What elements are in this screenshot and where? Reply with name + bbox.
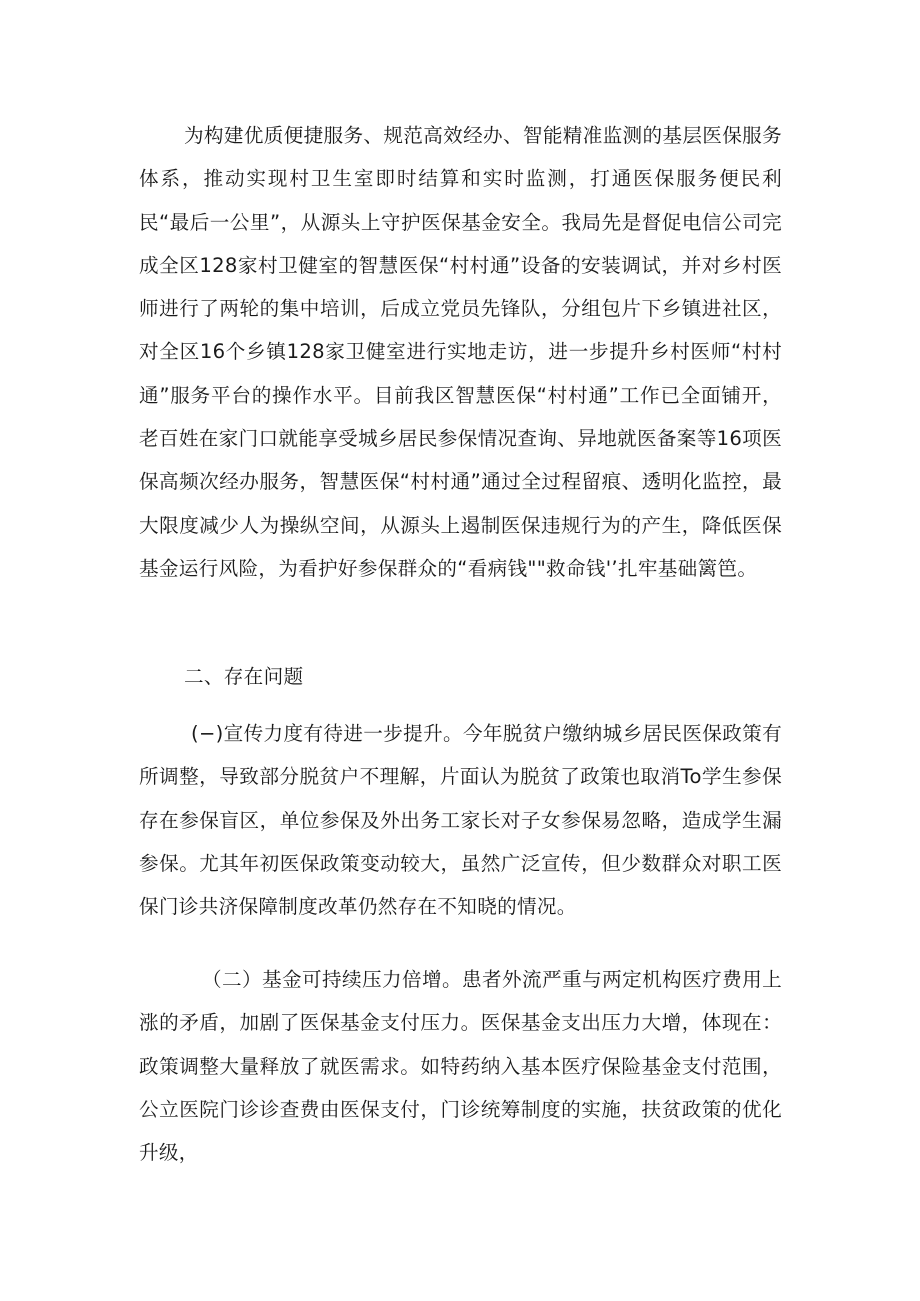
paragraph-publicity-issue: (−)宣传力度有待进一步提升。今年脱贫户缴纳城乡居民医保政策有所调整，导致部分脱贫户不理解，片面认为脱贫了政策也取消To学生参保存在参保盲区，单位参保及外出务工家长对子女参保易忽略，造成学生漏参保。尤其年初医保政策变动较大，虽然广泛宣传，但少数群众对职工医保门诊共济保障制度改革仍然存在不知晓的情况。 [139, 722, 782, 919]
paragraph-fund-pressure: （二）基金可持续压力倍增。患者外流严重与两定机构医疗费用上涨的矛盾，加剧了医保基金支付压力。医保基金支出压力大增，体现在：政策调整大量释放了就医需求。如特药纳入基本医疗保险基金支付范围，公立医院门诊诊查费由医保支付，门诊统筹制度的实施，扶贫政策的优化升级， [139, 968, 782, 1165]
paragraph-service-system: 为构建优质便捷服务、规范高效经办、智能精准监测的基层医保服务体系，推动实现村卫生室即时结算和实时监测，打通医保服务便民利民“最后一公里”，从源头上守护医保基金安全。我局先是督促电信公司完成全区128家村卫健室的智慧医保“村村通”设备的安装调试，并对乡村医师进行了两轮的集中培训，后成立党员先锋队，分组包片下乡镇进社区，对全区16个乡镇128家卫健室进行实地走访，进一步提升乡村医师“村村通”服务平台的操作水平。目前我区智慧医保“村村通”工作已全面铺开，老百姓在家门口就能享受城乡居民参保情况查询、异地就医备案等16项医保高频次经办服务，智慧医保“村村通”通过全过程留痕、透明化监控，最大限度减少人为操纵空间，从源头上遏制医保违规行为的产生，降低医保基金运行风险，为看护好参保群众的“看病钱""救命钱'’扎牢基础篱笆。 [139, 124, 782, 580]
section-heading-existing-problems: 二、存在问题 [184, 665, 304, 688]
